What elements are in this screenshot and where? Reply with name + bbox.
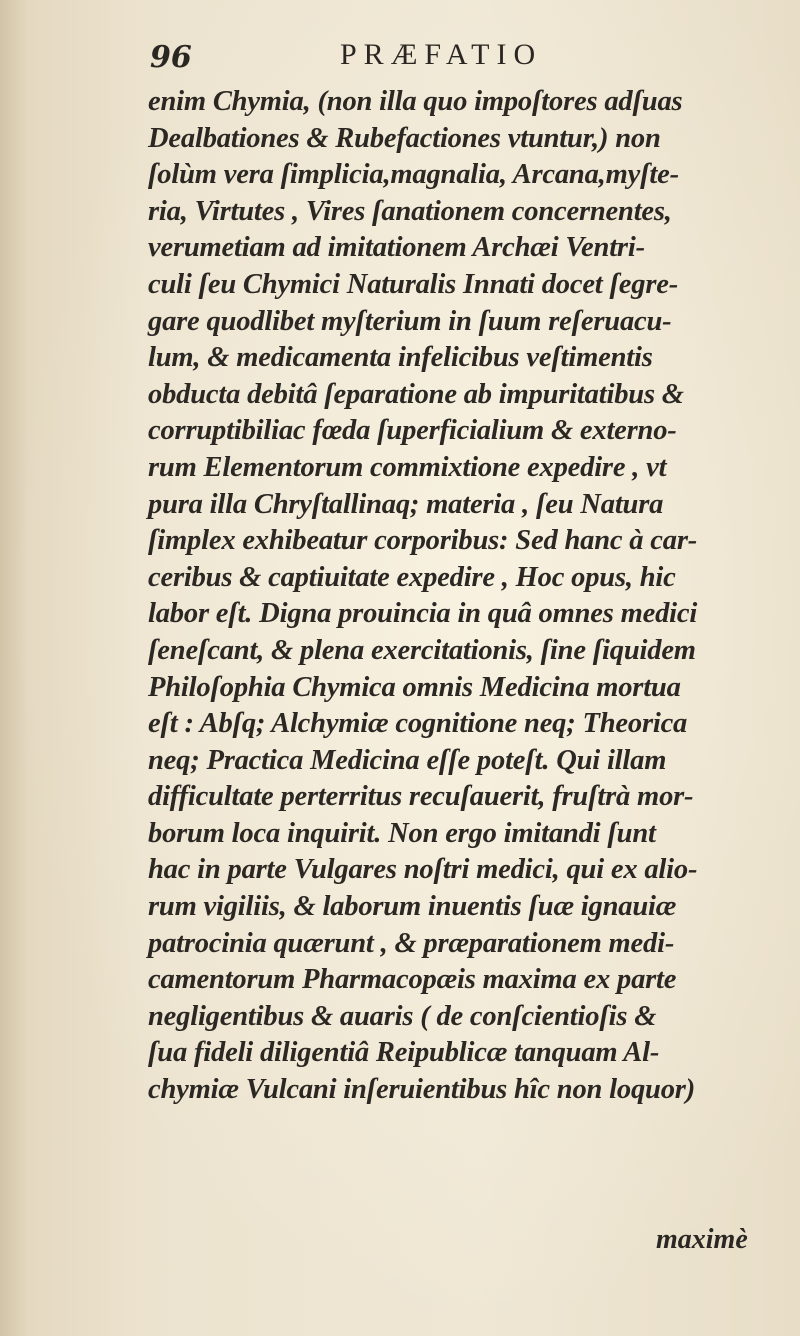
text-line: ſeneſcant, & plena exercitationis, ſine ſiquidem: [148, 634, 696, 666]
text-line: borum loca inquirit. Non ergo imitandi ſunt: [148, 817, 656, 849]
page-number: 96: [150, 40, 192, 75]
page-header: [0, 34, 800, 84]
text-line: obducta debitâ ſeparatione ab impuritatibus &: [148, 378, 684, 410]
gutter-shadow: [0, 0, 28, 1336]
text-line: Philoſophia Chymica omnis Medicina mortua: [148, 671, 681, 703]
text-line: patrocinia quærunt , & præparationem medi-: [148, 927, 675, 959]
text-line: negligentibus & auaris ( de conſcientioſis &: [148, 1000, 657, 1032]
text-line: ſolùm vera ſimplicia,magnalia, Arcana,myſte-: [148, 159, 679, 191]
text-line: lum, & medicamenta infelicibus veſtimentis: [148, 342, 653, 374]
text-line: ſua fideli diligentiâ Reipublicæ tanquam Al-: [148, 1037, 660, 1069]
text-line: labor eſt. Digna prouincia in quâ omnes medici: [148, 598, 698, 630]
body-text: [148, 84, 788, 1109]
text-line: eſt : Abſq; Alchymiæ cognitione neq; Theorica: [148, 708, 688, 740]
text-line: rum Elementorum commixtione expedire , vt: [148, 451, 667, 483]
text-line: verumetiam ad imitationem Archæi Ventri-: [148, 232, 645, 264]
text-line: chymiæ Vulcani inſeruientibus hîc non loquor): [148, 1074, 695, 1106]
text-line: hac in parte Vulgares noſtri medici, qui ex alio-: [148, 854, 698, 886]
text-line: ria, Virtutes , Vires ſanationem concernentes,: [148, 195, 672, 227]
text-line: camentorum Pharmacopæis maxima ex parte: [148, 964, 677, 996]
text-line: ſimplex exhibeatur corporibus: Sed hanc à car-: [148, 525, 698, 557]
text-line: corruptibiliac fœda ſuperficialium & externo-: [148, 415, 677, 447]
text-line: gare quodlibet myſterium in ſuum reſeruacu-: [148, 305, 672, 337]
text-line: pura illa Chryſtallinaq; materia , ſeu Natura: [148, 488, 664, 520]
text-line: difficultate perterritus recuſauerit, fruſtrà mor-: [148, 781, 694, 813]
text-line: neq; Practica Medicina eſſe poteſt. Qui illam: [148, 744, 667, 776]
running-head: PRÆFATIO: [340, 38, 543, 71]
text-line: culi ſeu Chymici Naturalis Innati docet ſegre-: [148, 268, 679, 300]
text-line: Dealbationes & Rubefactiones vtuntur,) non: [148, 122, 661, 154]
text-line: rum vigiliis, & laborum inuentis ſuæ ignauiæ: [148, 891, 677, 923]
catchword: maximè: [656, 1224, 748, 1255]
text-line: ceribus & captiuitate expedire , Hoc opus, hic: [148, 561, 676, 593]
text-line: enim Chymia, (non illa quo impoſtores adſuas: [148, 86, 683, 117]
